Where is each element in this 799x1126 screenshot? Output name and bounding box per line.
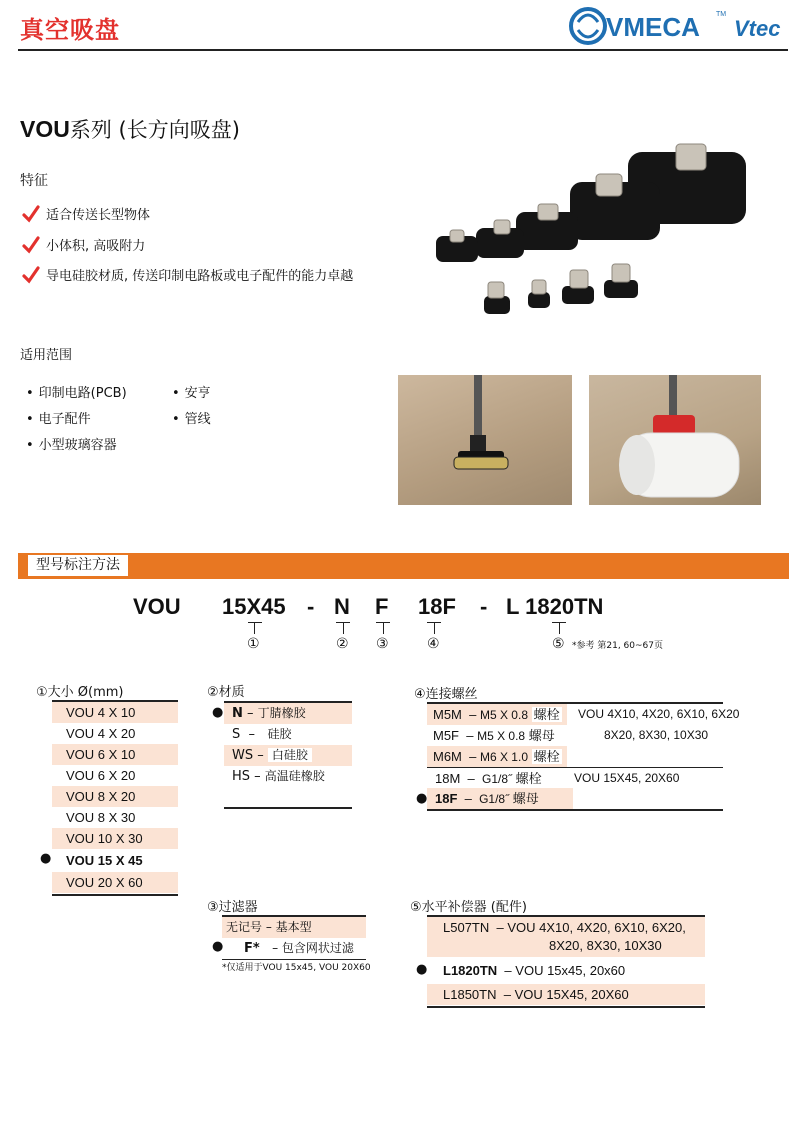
thread-type: 螺母 bbox=[528, 728, 555, 743]
size-title bbox=[36, 681, 124, 700]
filter-code: 无记号 bbox=[226, 920, 263, 934]
filter-desc: 基本型 bbox=[275, 920, 312, 934]
thread-row-selected: 18F – G1/8˝ 螺母 bbox=[427, 788, 573, 809]
check-icon bbox=[22, 236, 40, 254]
application-photo-cylinder bbox=[589, 375, 761, 505]
compensator-desc: VOU 15X45, 20X60 bbox=[514, 987, 629, 1002]
feature-item bbox=[22, 204, 150, 223]
filter-title bbox=[207, 896, 258, 915]
feature-text: 小体积, 高吸附力 bbox=[46, 239, 146, 254]
size-row-selected: VOU 15 X 45 bbox=[66, 853, 143, 868]
compensator-title-number: ⑤ bbox=[410, 900, 422, 915]
thread-title-text: 连接螺丝 bbox=[425, 687, 478, 702]
applications-heading: 适用范围 bbox=[20, 348, 73, 363]
check-icon bbox=[22, 205, 40, 223]
compensator-row-selected: L1820TN – VOU 15x45, 20x60 bbox=[443, 963, 626, 978]
filter-row: 无记号 – 基本型 bbox=[222, 917, 366, 938]
code-part-thread: 18F bbox=[418, 594, 456, 619]
feature-item bbox=[22, 265, 353, 284]
feature-text: 适合传送长型物体 bbox=[46, 208, 151, 223]
thread-code: M5M bbox=[433, 707, 462, 722]
thread-title bbox=[414, 683, 478, 702]
compensator-bottom-rule bbox=[427, 1006, 705, 1008]
thread-apply: VOU 4X10, 4X20, 6X10, 6X20 bbox=[578, 707, 740, 721]
selected-bullet: ● bbox=[212, 939, 224, 954]
series-title-rest: 系列 (长方向吸盘) bbox=[69, 118, 240, 142]
material-desc: 丁腈橡胶 bbox=[257, 706, 306, 720]
product-image bbox=[432, 136, 758, 322]
material-row: HS – 高温硅橡胶 bbox=[232, 769, 325, 784]
size-row: VOU 4 X 10 bbox=[52, 702, 178, 723]
thread-apply: 8X20, 8X30, 10X30 bbox=[604, 728, 709, 742]
compensator-title-text: 水平补偿器 (配件) bbox=[421, 900, 527, 915]
compensator-desc: VOU 4X10, 4X20, 6X10, 6X20, bbox=[507, 920, 686, 935]
size-row: VOU 4 X 20 bbox=[66, 726, 136, 741]
thread-type: 螺母 bbox=[512, 791, 539, 806]
page-title: 真空吸盘 bbox=[20, 16, 120, 44]
compensator-code: L1820TN bbox=[443, 963, 498, 978]
series-name: VOU bbox=[20, 116, 70, 142]
application-item: • 电子配件 bbox=[26, 408, 91, 427]
compensator-code: L1850TN bbox=[443, 987, 497, 1002]
brand-tm: TM bbox=[716, 11, 727, 18]
thread-row: M5F – M5 X 0.8 螺母 bbox=[433, 728, 555, 743]
material-title-number: ② bbox=[207, 685, 219, 700]
thread-code: M6M bbox=[433, 749, 462, 764]
material-title-text: 材质 bbox=[218, 685, 245, 700]
code-connector bbox=[248, 622, 262, 623]
thread-spec: M5 X 0.8 bbox=[477, 729, 526, 743]
brand-main: VMECA bbox=[606, 12, 700, 42]
thread-row: 18M – G1/8˝ 螺栓 bbox=[435, 771, 542, 786]
code-connector bbox=[343, 622, 344, 634]
code-connector bbox=[254, 622, 255, 634]
application-photo-pcb bbox=[398, 375, 572, 505]
material-code: N bbox=[232, 706, 243, 721]
size-row: VOU 8 X 30 bbox=[66, 810, 136, 825]
material-desc: 高温硅橡胶 bbox=[264, 769, 325, 783]
feature-item bbox=[22, 235, 145, 254]
material-row: WS – 白硅胶 bbox=[224, 745, 352, 766]
feature-text: 导电硅胶材质, 传送印制电路板或电子配件的能力卓越 bbox=[46, 269, 354, 284]
code-number: ⑤ bbox=[552, 636, 565, 652]
material-desc: 白硅胶 bbox=[268, 748, 312, 762]
selected-bullet: ● bbox=[40, 851, 52, 866]
thread-spec: M5 X 0.8 bbox=[479, 708, 528, 722]
code-part-material: N bbox=[334, 594, 350, 619]
check-icon bbox=[22, 266, 40, 284]
material-code: WS bbox=[232, 748, 254, 763]
material-code: S bbox=[232, 727, 241, 742]
thread-code: M5F bbox=[433, 728, 459, 743]
size-title-text: 大小 Ø(mm) bbox=[47, 685, 124, 700]
filter-title-number: ③ bbox=[207, 900, 219, 915]
ordering-label: 型号标注方法 bbox=[28, 555, 128, 576]
compensator-desc: VOU 15x45, 20x60 bbox=[515, 963, 626, 978]
material-bottom-rule bbox=[224, 807, 352, 809]
code-number: ③ bbox=[376, 636, 389, 652]
size-title-number: ① bbox=[36, 685, 48, 700]
compensator-title bbox=[410, 896, 527, 915]
thread-title-number: ④ bbox=[414, 687, 426, 702]
size-row: VOU 6 X 10 bbox=[52, 744, 178, 765]
code-number: ② bbox=[336, 636, 349, 652]
filter-code: F* bbox=[244, 941, 260, 956]
filter-desc: 包含网状过滤 bbox=[281, 941, 354, 955]
thread-bottom-rule bbox=[427, 809, 723, 811]
material-row: S – 硅胶 bbox=[232, 727, 292, 742]
thread-code: 18M bbox=[435, 771, 461, 786]
ordering-bar bbox=[18, 553, 789, 579]
material-title bbox=[207, 681, 245, 700]
selected-bullet: ● bbox=[416, 791, 428, 806]
code-part-dash: - bbox=[480, 594, 488, 619]
code-number: ① bbox=[247, 636, 260, 652]
size-row: VOU 20 X 60 bbox=[52, 872, 178, 893]
code-part-series: VOU bbox=[133, 594, 181, 619]
size-bottom-rule bbox=[52, 894, 178, 896]
size-row: VOU 8 X 20 bbox=[52, 786, 178, 807]
thread-apply: VOU 15X45, 20X60 bbox=[574, 771, 680, 785]
thread-spec: M6 X 1.0 bbox=[479, 750, 528, 764]
thread-spec: G1/8˝ bbox=[481, 772, 512, 786]
features-heading: 特征 bbox=[20, 173, 48, 189]
compensator-row: L1850TN – VOU 15X45, 20X60 bbox=[427, 984, 705, 1005]
series-title bbox=[20, 114, 240, 144]
size-row: VOU 10 X 30 bbox=[52, 828, 178, 849]
brand-sub: Vtec bbox=[734, 16, 781, 41]
code-part-filter: F bbox=[375, 594, 389, 619]
compensator-code: L507TN bbox=[443, 920, 490, 935]
selected-bullet: ● bbox=[212, 705, 224, 720]
application-item: • 小型玻璃容器 bbox=[26, 434, 117, 453]
material-desc: 硅胶 bbox=[267, 727, 292, 741]
code-connector bbox=[383, 622, 384, 634]
material-code: HS bbox=[232, 769, 251, 784]
filter-note: *仅适用于VOU 15x45, VOU 20X60 bbox=[222, 963, 371, 973]
code-connector bbox=[559, 622, 560, 634]
code-part-size: 15X45 bbox=[222, 594, 286, 619]
compensator-desc: 8X20, 8X30, 10X30 bbox=[549, 938, 662, 953]
code-part-dash: - bbox=[307, 594, 315, 619]
size-row: VOU 6 X 20 bbox=[66, 768, 136, 783]
application-item: • 安亨 bbox=[172, 382, 211, 401]
application-item: • 印制电路(PCB) bbox=[26, 382, 127, 401]
filter-row-selected: F* – 包含网状过滤 bbox=[244, 941, 354, 956]
thread-type: 螺栓 bbox=[515, 771, 542, 786]
filter-bottom-rule bbox=[222, 959, 366, 960]
code-part-compensator: L 1820TN bbox=[506, 594, 604, 619]
thread-spec: G1/8˝ bbox=[479, 792, 510, 806]
thread-type: 螺栓 bbox=[533, 707, 560, 722]
code-number: ④ bbox=[427, 636, 440, 652]
selected-bullet: ● bbox=[416, 962, 428, 977]
application-item: • 管线 bbox=[172, 408, 211, 427]
material-row-selected: N – 丁腈橡胶 bbox=[224, 703, 352, 724]
compensator-row: L507TN – VOU 4X10, 4X20, 6X10, 6X20, 8X20, 8X30, 10X30 bbox=[427, 917, 705, 957]
thread-code: 18F bbox=[435, 791, 458, 806]
filter-title-text: 过滤器 bbox=[218, 900, 258, 915]
thread-row: M6M – M6 X 1.0 螺栓 bbox=[427, 746, 567, 767]
thread-type: 螺栓 bbox=[533, 749, 560, 764]
header-rule bbox=[18, 49, 788, 51]
reference-note: *参考 第21, 60~67页 bbox=[572, 641, 663, 651]
vmeca-logo bbox=[566, 4, 790, 48]
code-connector bbox=[434, 622, 435, 634]
thread-row: M5M – M5 X 0.8 螺栓 bbox=[427, 704, 567, 725]
